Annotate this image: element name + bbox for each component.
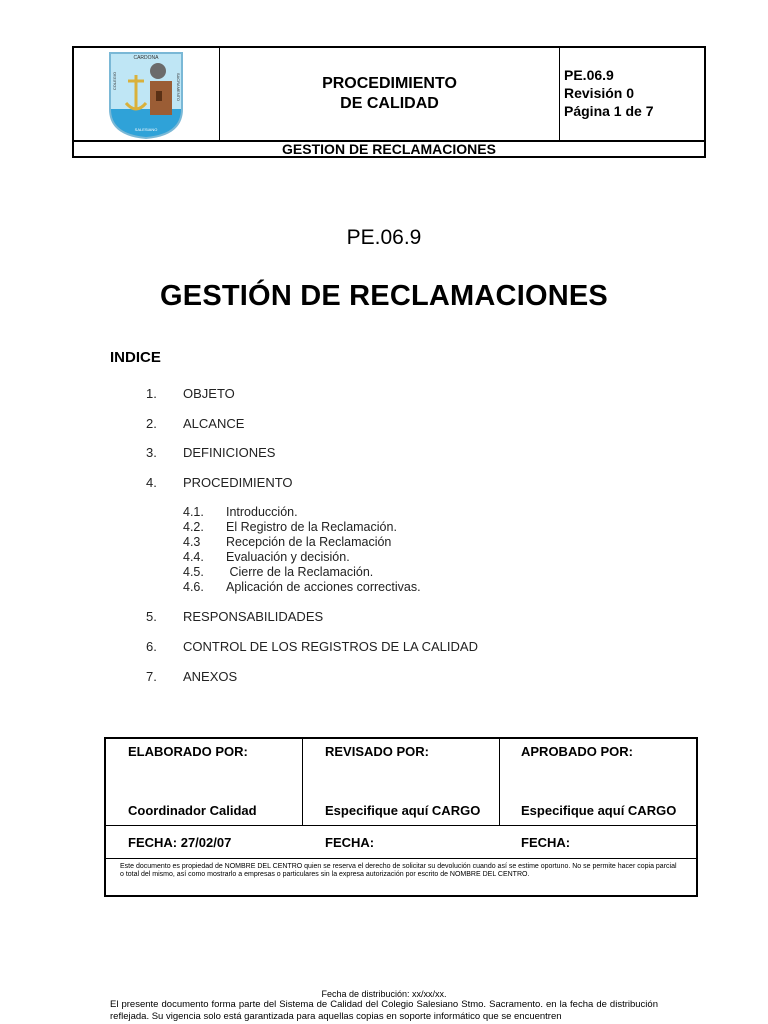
toc-number: 6. bbox=[146, 639, 157, 654]
logo-sea bbox=[108, 109, 184, 139]
table-divider bbox=[302, 739, 303, 825]
toc-item-anexos: ANEXOS bbox=[183, 669, 238, 684]
header-revision: Revisión 0 bbox=[564, 85, 635, 101]
toc-number: 3. bbox=[146, 445, 157, 460]
toc-sub-item: El Registro de la Reclamación. bbox=[226, 520, 397, 534]
header-code: PE.06.9 bbox=[564, 67, 614, 83]
header-reference bbox=[560, 48, 704, 140]
logo-text-left: COLEGIO bbox=[112, 71, 117, 91]
toc-number: 4. bbox=[146, 475, 157, 490]
table-divider bbox=[499, 739, 500, 825]
header-title-line1: PROCEDIMIENTO bbox=[322, 75, 457, 92]
toc-item-alcance: ALCANCE bbox=[183, 416, 245, 431]
logo-text-bottom: SALESIANO bbox=[134, 127, 158, 132]
revisado-label: REVISADO POR: bbox=[325, 744, 430, 759]
revisado-value: Especifique aquí CARGO bbox=[325, 803, 481, 818]
header-title bbox=[220, 48, 560, 140]
toc-sub-item: Evaluación y decisión. bbox=[226, 550, 350, 564]
header-subtitle: GESTION DE RECLAMACIONES bbox=[74, 140, 704, 156]
ownership-notice: Este documento es propiedad de NOMBRE DEL CENTRO quien se reserva el derecho de solicitar su devolución cuando así se estime oportuno. No se permite hacer copia parcial o total del mismo, así como mostrarlo a empresas o particulares sin la expresa autorización por escrito de NOMBRE DEL CENTRO. bbox=[120, 863, 677, 878]
fecha-elaborado: FECHA: 27/02/07 bbox=[128, 835, 232, 850]
toc-item-definiciones: DEFINICIONES bbox=[183, 445, 276, 460]
toc-item-objeto: OBJETO bbox=[183, 386, 235, 401]
toc-number: 7. bbox=[146, 669, 157, 684]
elaborado-value: Coordinador Calidad bbox=[128, 803, 257, 818]
toc-item-procedimiento: PROCEDIMIENTO bbox=[183, 475, 293, 490]
school-logo bbox=[108, 51, 184, 139]
logo-text-right: SACRAMENTO bbox=[176, 72, 181, 102]
toc-item-responsabilidades: RESPONSABILIDADES bbox=[183, 609, 324, 624]
toc-sub-number: 4.1. bbox=[183, 505, 204, 519]
toc-number: 1. bbox=[146, 386, 157, 401]
toc-sub-item: Recepción de la Reclamación bbox=[226, 535, 392, 549]
aprobado-value: Especifique aquí CARGO bbox=[521, 803, 677, 818]
toc-sub-item: Introducción. bbox=[226, 505, 298, 519]
toc-sub-number: 4.6. bbox=[183, 580, 204, 594]
approval-table bbox=[104, 737, 698, 897]
logo-text-top: CARDONA bbox=[133, 55, 159, 61]
document-code: PE.06.9 bbox=[346, 226, 422, 249]
fecha-revisado: FECHA: bbox=[325, 835, 375, 850]
footer-text: El presente documento forma parte del Sistema de Calidad del Colegio Salesiano Stmo. Sacramento. en la fecha de distribución reflejada. Su vigencia solo está garantizada para aquellas copias en soporte informático que se encuentren bbox=[110, 999, 658, 1022]
toc-sub-item: Cierre de la Reclamación. bbox=[226, 565, 374, 579]
table-divider bbox=[106, 825, 696, 826]
fecha-aprobado: FECHA: bbox=[521, 835, 571, 850]
header-table bbox=[72, 46, 706, 158]
toc-sub-number: 4.2. bbox=[183, 520, 204, 534]
logo-cell bbox=[74, 48, 220, 140]
toc-sub-item: Aplicación de acciones correctivas. bbox=[226, 580, 421, 594]
index-heading: INDICE bbox=[110, 349, 161, 366]
toc-sub-number: 4.4. bbox=[183, 550, 204, 564]
toc-sub-number: 4.5. bbox=[183, 565, 204, 579]
toc-number: 2. bbox=[146, 416, 157, 431]
elaborado-label: ELABORADO POR: bbox=[128, 744, 248, 759]
toc-number: 5. bbox=[146, 609, 157, 624]
table-divider bbox=[106, 858, 696, 859]
header-page: Página 1 de 7 bbox=[564, 103, 654, 119]
document-title: GESTIÓN DE RECLAMACIONES bbox=[160, 280, 608, 312]
portrait-icon bbox=[150, 63, 166, 79]
toc-sub-number: 4.3 bbox=[183, 535, 201, 549]
distribution-date: Fecha de distribución: xx/xx/xx. bbox=[321, 989, 447, 999]
header-title-line2: DE CALIDAD bbox=[340, 95, 439, 112]
toc-item-control-registros: CONTROL DE LOS REGISTROS DE LA CALIDAD bbox=[183, 639, 478, 654]
aprobado-label: APROBADO POR: bbox=[521, 744, 633, 759]
